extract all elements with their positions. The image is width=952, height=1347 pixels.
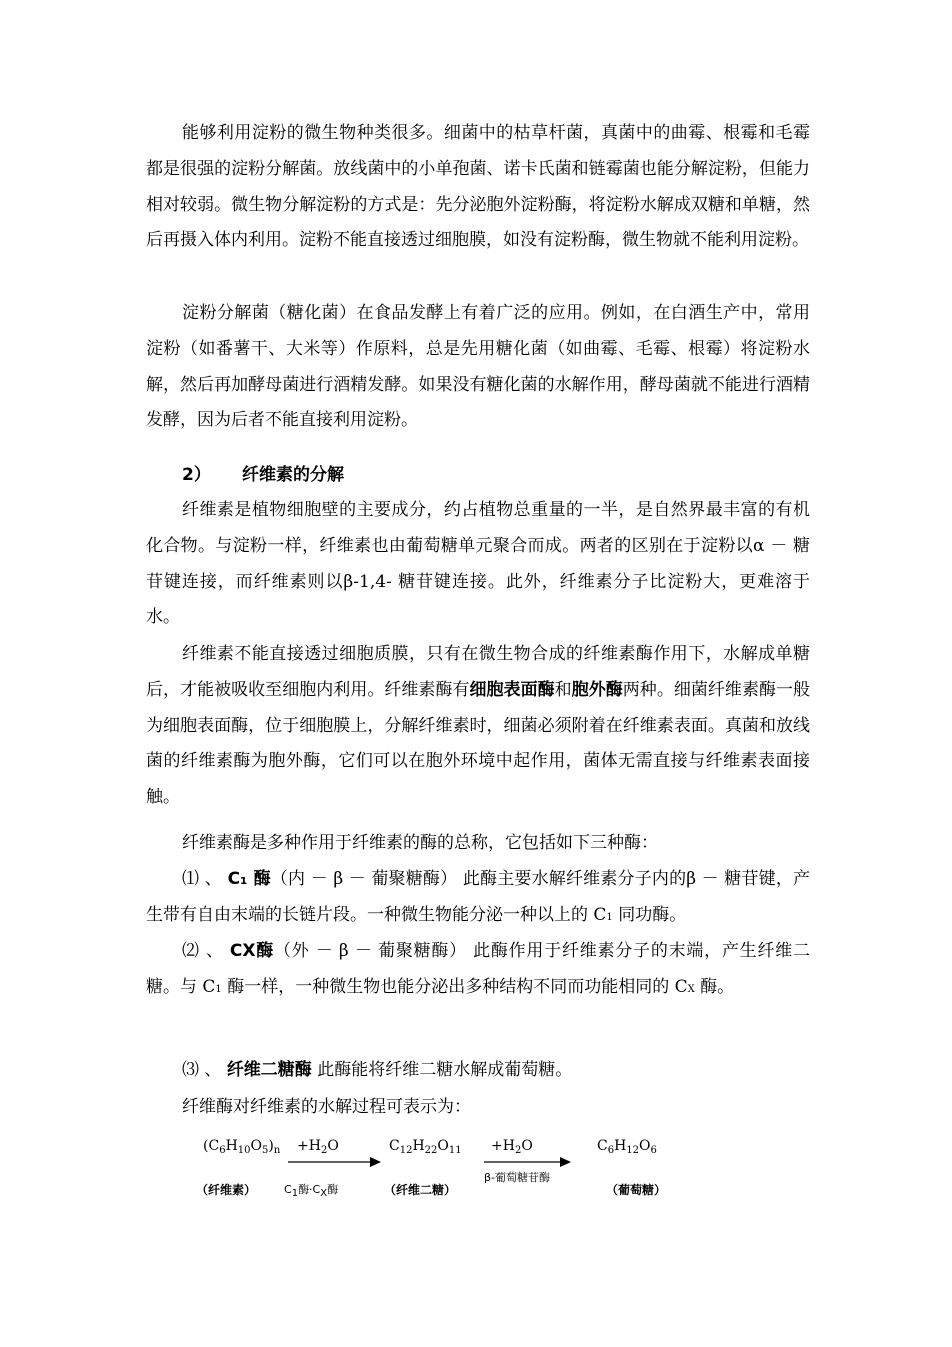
paragraph-starch-fermentation: 淀粉分解菌（糖化菌）在食品发酵上有着广泛的应用。例如，在白酒生产中，常用淀粉（如番薯干、大米等）作原料，总是先用糖化菌（如曲霉、毛霉、根霉）将淀粉水解，然后再加酵母菌进行酒精发酵。如果没有糖化菌的水解作用，酵母菌就不能进行酒精发酵，因为后者不能直接利用淀粉。 — [146, 303, 810, 431]
reaction-arrowhead-1 — [370, 1157, 381, 1167]
formula-glucose: $C_6H_{12}O_6$ — [597, 1138, 657, 1156]
reaction-arrowhead-2 — [560, 1157, 571, 1167]
paragraph-cellulase-intro: 纤维素酶是多种作用于纤维素的酶的总称，它包括如下三种酶： — [182, 833, 658, 853]
paragraph-equation-intro: 纤维酶对纤维素的水解过程可表示为： — [182, 1097, 471, 1117]
section-title: 纤维素的分解 — [242, 465, 344, 485]
paragraph-starch-microbes: 能够利用淀粉的微生物种类很多。细菌中的枯草杆菌，真菌中的曲霉、根霉和毛霉都是很强的淀粉分解菌。放线菌中的小单孢菌、诺卡氏菌和链霉菌也能分解淀粉，但能力相对较弱。微生物分解淀粉的方式是：先分泌胞外淀粉酶，将淀粉水解成双糖和单糖，然后再摄入体内利用。淀粉不能直接透过细胞膜，如没有淀粉酶，微生物就不能利用淀粉。 — [146, 123, 810, 251]
water-label-1: $+H_2O$ — [297, 1138, 339, 1156]
enzyme-name-c1: C₁ 酶 — [227, 869, 271, 889]
formula-cellulose: $(C_6H_{10}O_5)_n$ — [203, 1138, 281, 1156]
label-cellobiose: （纤维二糖） — [384, 1183, 457, 1197]
bold-term-surface-enzyme: 细胞表面酶 — [469, 679, 555, 700]
enzyme-label-beta-glucosidase: β-葡萄糖苷酶 — [484, 1171, 550, 1184]
water-label-2: $+H_2O$ — [491, 1138, 533, 1156]
list-item-cx-enzyme: ⑵ 、 CX酶（外 － β － 葡聚糖酶） 此酶作用于纤维素分子的末端，产生纤维二糖。与 C1 酶一样，一种微生物也能分泌出多种结构不同而功能相同的 CX 酶。 — [146, 941, 810, 997]
paragraph-cellulose-structure: 纤维素是植物细胞壁的主要成分，约占植物总重量的一半，是自然界最丰富的有机化合物。与淀粉一样，纤维素也由葡萄糖单元聚合而成。两者的区别在于淀粉以α － 糖苷键连接，而纤维素则以β-1,4- 糖苷键连接。此外，纤维素分子比淀粉大，更难溶于水。 — [146, 500, 810, 628]
list-item-c1-enzyme: ⑴ 、 C₁ 酶（内 － β － 葡聚糖酶） 此酶主要水解纤维素分子内的β － 糖苷键，产生带有自由末端的长链片段。一种微生物能分泌一种以上的 C1 同功酶。 — [146, 869, 811, 925]
label-glucose: （葡萄糖） — [606, 1183, 667, 1197]
list-item-cellobiase: ⑶ 、 纤维二糖酶 此酶能将纤维二糖水解成葡萄糖。 — [182, 1060, 573, 1080]
bold-term-extracellular-enzyme: 胞外酶 — [571, 679, 623, 700]
section-number: 2） — [182, 465, 211, 485]
formula-cellobiose: $C_{12}H_{22}O_{11}$ — [389, 1138, 462, 1156]
paragraph-cellulase-types: 纤维素不能直接透过细胞质膜，只有在微生物合成的纤维素酶作用下，水解成单糖后，才能被吸收至细胞内利用。纤维素酶有细胞表面酶和胞外酶两种。细菌纤维素酶一般为细胞表面酶，位于细胞膜上，分解纤维素时，细菌必须附着在纤维素表面。真菌和放线菌的纤维素酶为胞外酶，它们可以在胞外环境中起作用，菌体无需直接与纤维素表面接触。 — [146, 644, 811, 808]
enzyme-label-c1-cx: $C_1$酶$\cdot C_X$酶 — [284, 1183, 339, 1199]
label-cellulose: （纤维素） — [196, 1183, 257, 1197]
enzyme-name-cx: CX酶 — [229, 941, 275, 961]
enzyme-name-cellobiase: 纤维二糖酶 — [226, 1060, 312, 1080]
